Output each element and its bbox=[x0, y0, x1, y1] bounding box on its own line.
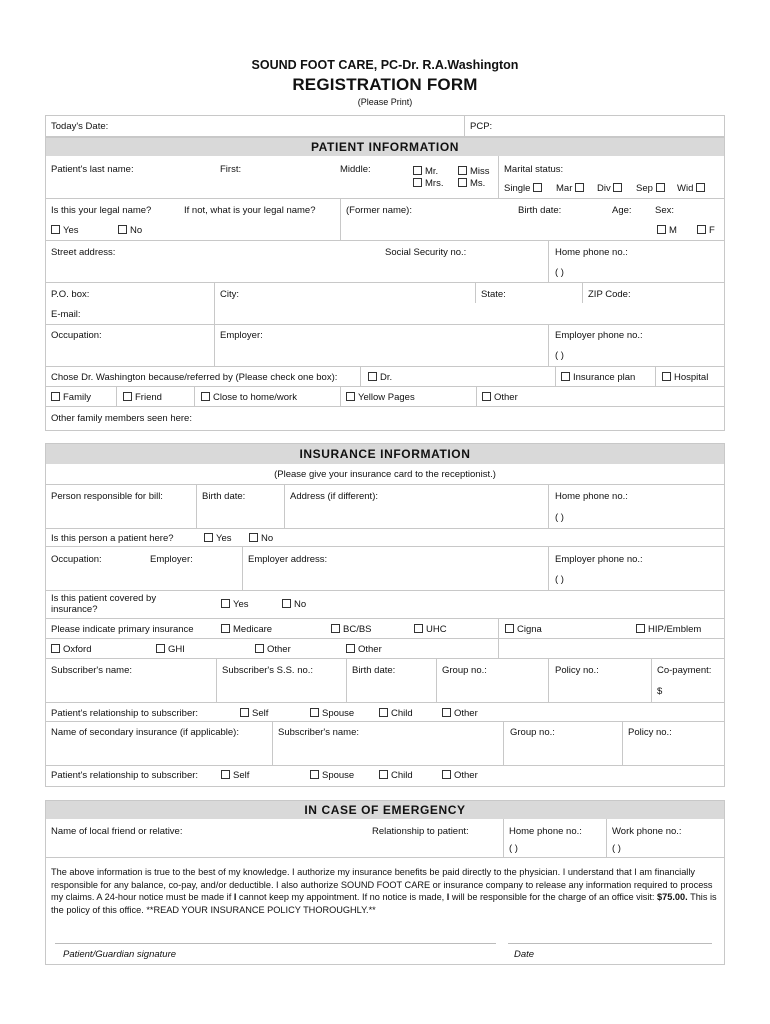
covered-question: Is this patient covered by insurance? bbox=[51, 593, 157, 615]
is-patient-question: Is this person a patient here? bbox=[51, 533, 174, 544]
group-no-label: Group no.: bbox=[442, 665, 487, 676]
responsible-employer-phone-label: Employer phone no.: bbox=[555, 554, 643, 565]
single-checkbox[interactable]: Single bbox=[504, 183, 545, 194]
zip-label: ZIP Code: bbox=[588, 289, 631, 300]
emergency-contact-label: Name of local friend or relative: bbox=[51, 826, 183, 837]
is-patient-yes-checkbox[interactable]: Yes bbox=[204, 533, 232, 544]
miss-checkbox[interactable]: Miss bbox=[458, 166, 490, 177]
referral-family-checkbox[interactable]: Family bbox=[51, 392, 91, 403]
signature-field[interactable] bbox=[55, 925, 496, 943]
practice-name: SOUND FOOT CARE, PC-Dr. R.A.Washington bbox=[251, 58, 519, 72]
emergency-work-phone-area[interactable]: ( ) bbox=[612, 843, 621, 854]
authorization-statement: The above information is true to the best of my knowledge. I authorize my insurance benefits be paid directly to the physician. I understand that I am financially responsible for any balance, co-pay, and/or deductible. I also authorize SOUND FOOT CARE or insurance company to release any information required to process my claims. A 24-hour notice must be made if I cannot keep my appointment. If no notice is made, I will be responsible for the charge of an office visit: $75.00. This is the policy of this office. **READ YOUR INSURANCE POLICY THOROUGHLY.** bbox=[51, 867, 717, 915]
checkbox-icon bbox=[657, 225, 666, 234]
subscriber-name-label: Subscriber's name: bbox=[51, 665, 133, 676]
checkbox-icon bbox=[442, 708, 451, 717]
referral-close-checkbox[interactable]: Close to home/work bbox=[201, 392, 297, 403]
is-patient-no-checkbox[interactable]: No bbox=[249, 533, 273, 544]
relationship-self-checkbox[interactable]: Self bbox=[240, 708, 268, 719]
signature-date-field[interactable] bbox=[508, 925, 712, 943]
checkbox-icon bbox=[505, 624, 514, 633]
copayment-dollar-sign: $ bbox=[657, 686, 663, 697]
po-box-label: P.O. box: bbox=[51, 289, 90, 300]
emergency-work-phone-label: Work phone no.: bbox=[612, 826, 682, 837]
covered-yes-checkbox[interactable]: Yes bbox=[221, 599, 249, 610]
checkbox-icon bbox=[379, 708, 388, 717]
home-phone-area[interactable]: ( ) bbox=[555, 267, 564, 278]
legal-no-checkbox[interactable]: No bbox=[118, 225, 142, 236]
emergency-home-phone-area[interactable]: ( ) bbox=[509, 843, 518, 854]
secondary-spouse-checkbox[interactable]: Spouse bbox=[310, 770, 354, 781]
legal-yes-checkbox[interactable]: Yes bbox=[51, 225, 79, 236]
referral-dr-checkbox[interactable]: Dr. bbox=[368, 372, 392, 383]
checkbox-icon bbox=[697, 225, 706, 234]
insurance-card-note: (Please give your insurance card to the receptionist.) bbox=[274, 469, 496, 480]
checkbox-icon bbox=[636, 624, 645, 633]
checkbox-icon bbox=[240, 708, 249, 717]
insurance-information-heading: INSURANCE INFORMATION bbox=[46, 444, 724, 464]
secondary-policy-no-label: Policy no.: bbox=[628, 727, 672, 738]
marital-status-label: Marital status: bbox=[504, 164, 564, 175]
checkbox-icon bbox=[561, 372, 570, 381]
checkbox-icon bbox=[201, 392, 210, 401]
checkbox-icon bbox=[414, 624, 423, 633]
email-label: E-mail: bbox=[51, 309, 81, 320]
street-address-label: Street address: bbox=[51, 247, 116, 258]
checkbox-icon bbox=[379, 770, 388, 779]
relationship-spouse-checkbox[interactable]: Spouse bbox=[310, 708, 354, 719]
form-title: REGISTRATION FORM bbox=[292, 75, 478, 94]
checkbox-icon bbox=[221, 624, 230, 633]
referral-hospital-checkbox[interactable]: Hospital bbox=[662, 372, 708, 383]
middle-name-label: Middle: bbox=[340, 164, 371, 175]
sex-male-checkbox[interactable]: M bbox=[657, 225, 677, 236]
home-phone-label: Home phone no.: bbox=[555, 247, 628, 258]
separated-checkbox[interactable]: Sep bbox=[636, 183, 668, 194]
checkbox-icon bbox=[282, 599, 291, 608]
age-label: Age: bbox=[612, 205, 632, 216]
signature-label: Patient/Guardian signature bbox=[63, 949, 177, 960]
birth-date-label: Birth date: bbox=[518, 205, 562, 216]
checkbox-icon bbox=[331, 624, 340, 633]
widowed-checkbox[interactable]: Wid bbox=[677, 183, 708, 194]
checkbox-icon bbox=[221, 770, 230, 779]
responsible-home-phone-label: Home phone no.: bbox=[555, 491, 628, 502]
responsible-address-label: Address (if different): bbox=[290, 491, 379, 502]
checkbox-icon bbox=[458, 178, 467, 187]
secondary-other-checkbox[interactable]: Other bbox=[442, 770, 478, 781]
if-not-legal-name-label: If not, what is your legal name? bbox=[184, 205, 316, 216]
checkbox-icon bbox=[346, 392, 355, 401]
checkbox-icon bbox=[156, 644, 165, 653]
subscriber-ss-label: Subscriber's S.S. no.: bbox=[222, 665, 314, 676]
checkbox-icon bbox=[442, 770, 451, 779]
secondary-insurance-label: Name of secondary insurance (if applicable): bbox=[51, 727, 239, 738]
emergency-home-phone-label: Home phone no.: bbox=[509, 826, 582, 837]
mrs-checkbox[interactable]: Mrs. bbox=[413, 178, 443, 189]
relationship-label-primary: Patient's relationship to subscriber: bbox=[51, 708, 199, 719]
ssn-label: Social Security no.: bbox=[385, 247, 467, 258]
referral-question: Chose Dr. Washington because/referred by (Please check one box): bbox=[51, 372, 338, 383]
former-name-label: (Former name): bbox=[346, 205, 412, 216]
cigna-checkbox[interactable]: Cigna bbox=[505, 624, 542, 635]
primary-insurance-label: Please indicate primary insurance bbox=[51, 624, 194, 635]
responsible-birth-date-label: Birth date: bbox=[202, 491, 246, 502]
checkbox-icon bbox=[662, 372, 671, 381]
relationship-other-checkbox[interactable]: Other bbox=[442, 708, 478, 719]
checkbox-icon bbox=[656, 183, 665, 192]
employer-label: Employer: bbox=[220, 330, 263, 341]
checkbox-icon bbox=[118, 225, 127, 234]
secondary-child-checkbox[interactable]: Child bbox=[379, 770, 413, 781]
checkbox-icon bbox=[413, 166, 422, 175]
todays-date-label: Today's Date: bbox=[51, 121, 109, 132]
checkbox-icon bbox=[123, 392, 132, 401]
sex-female-checkbox[interactable]: F bbox=[697, 225, 715, 236]
patient-information-heading: PATIENT INFORMATION bbox=[46, 138, 724, 156]
subscriber-birth-date-label: Birth date: bbox=[352, 665, 396, 676]
city-label: City: bbox=[220, 289, 239, 300]
checkbox-icon bbox=[51, 225, 60, 234]
checkbox-icon bbox=[249, 533, 258, 542]
referral-other-checkbox[interactable]: Other bbox=[482, 392, 518, 403]
checkbox-icon bbox=[204, 533, 213, 542]
occupation-label: Occupation: bbox=[51, 330, 102, 341]
checkbox-icon bbox=[368, 372, 377, 381]
married-checkbox[interactable]: Mar bbox=[556, 183, 587, 194]
checkbox-icon bbox=[413, 178, 422, 187]
other-family-label: Other family members seen here: bbox=[51, 413, 192, 424]
first-name-label: First: bbox=[220, 164, 242, 175]
emergency-heading: IN CASE OF EMERGENCY bbox=[46, 801, 724, 819]
secondary-self-checkbox[interactable]: Self bbox=[221, 770, 249, 781]
checkbox-icon bbox=[482, 392, 491, 401]
divorced-checkbox[interactable]: Div bbox=[597, 183, 625, 194]
relationship-child-checkbox[interactable]: Child bbox=[379, 708, 413, 719]
employer-phone-label: Employer phone no.: bbox=[555, 330, 643, 341]
bcbs-checkbox[interactable]: BC/BS bbox=[331, 624, 372, 635]
checkbox-icon bbox=[51, 644, 60, 653]
checkbox-icon bbox=[533, 183, 542, 192]
checkbox-icon bbox=[613, 183, 622, 192]
ms-checkbox[interactable]: Ms. bbox=[458, 178, 485, 189]
relationship-label-secondary: Patient's relationship to subscriber: bbox=[51, 770, 199, 781]
ghi-checkbox[interactable]: GHI bbox=[156, 644, 185, 655]
checkbox-icon bbox=[255, 644, 264, 653]
copayment-label: Co-payment: bbox=[657, 665, 712, 676]
checkbox-icon bbox=[696, 183, 705, 192]
referral-yellow-pages-checkbox[interactable]: Yellow Pages bbox=[346, 392, 415, 403]
mr-checkbox[interactable]: Mr. bbox=[413, 166, 438, 177]
oxford-checkbox[interactable]: Oxford bbox=[51, 644, 92, 655]
policy-no-label: Policy no.: bbox=[555, 665, 599, 676]
checkbox-icon bbox=[310, 770, 319, 779]
responsible-occupation-label: Occupation: bbox=[51, 554, 102, 565]
employer-phone-area[interactable]: ( ) bbox=[555, 350, 564, 361]
insurance-other-1-checkbox[interactable]: Other bbox=[255, 644, 291, 655]
responsible-employer-phone-area[interactable]: ( ) bbox=[555, 574, 564, 585]
checkbox-icon bbox=[346, 644, 355, 653]
emergency-relationship-label: Relationship to patient: bbox=[372, 826, 469, 837]
secondary-group-no-label: Group no.: bbox=[510, 727, 555, 738]
referral-friend-checkbox[interactable]: Friend bbox=[123, 392, 162, 403]
uhc-checkbox[interactable]: UHC bbox=[414, 624, 447, 635]
responsible-employer-label: Employer: bbox=[150, 554, 193, 565]
medicare-checkbox[interactable]: Medicare bbox=[221, 624, 272, 635]
checkbox-icon bbox=[221, 599, 230, 608]
form-subtitle: (Please Print) bbox=[357, 97, 413, 107]
insurance-other-2-checkbox[interactable]: Other bbox=[346, 644, 382, 655]
pcp-label: PCP: bbox=[470, 121, 493, 132]
employer-address-label: Employer address: bbox=[248, 554, 328, 565]
checkbox-icon bbox=[310, 708, 319, 717]
checkbox-icon bbox=[458, 166, 467, 175]
checkbox-icon bbox=[575, 183, 584, 192]
state-label: State: bbox=[481, 289, 506, 300]
date-pcp-row bbox=[45, 115, 725, 137]
checkbox-icon bbox=[51, 392, 60, 401]
secondary-subscriber-name-label: Subscriber's name: bbox=[278, 727, 360, 738]
signature-date-label: Date bbox=[514, 949, 535, 960]
referral-insurance-plan-checkbox[interactable]: Insurance plan bbox=[561, 372, 635, 383]
last-name-label: Patient's last name: bbox=[51, 164, 134, 175]
legal-name-question: Is this your legal name? bbox=[51, 205, 152, 216]
sex-label: Sex: bbox=[655, 205, 675, 216]
covered-no-checkbox[interactable]: No bbox=[282, 599, 306, 610]
responsible-party-label: Person responsible for bill: bbox=[51, 491, 163, 502]
responsible-home-phone-area[interactable]: ( ) bbox=[555, 512, 564, 523]
hip-emblem-checkbox[interactable]: HIP/Emblem bbox=[636, 624, 701, 635]
